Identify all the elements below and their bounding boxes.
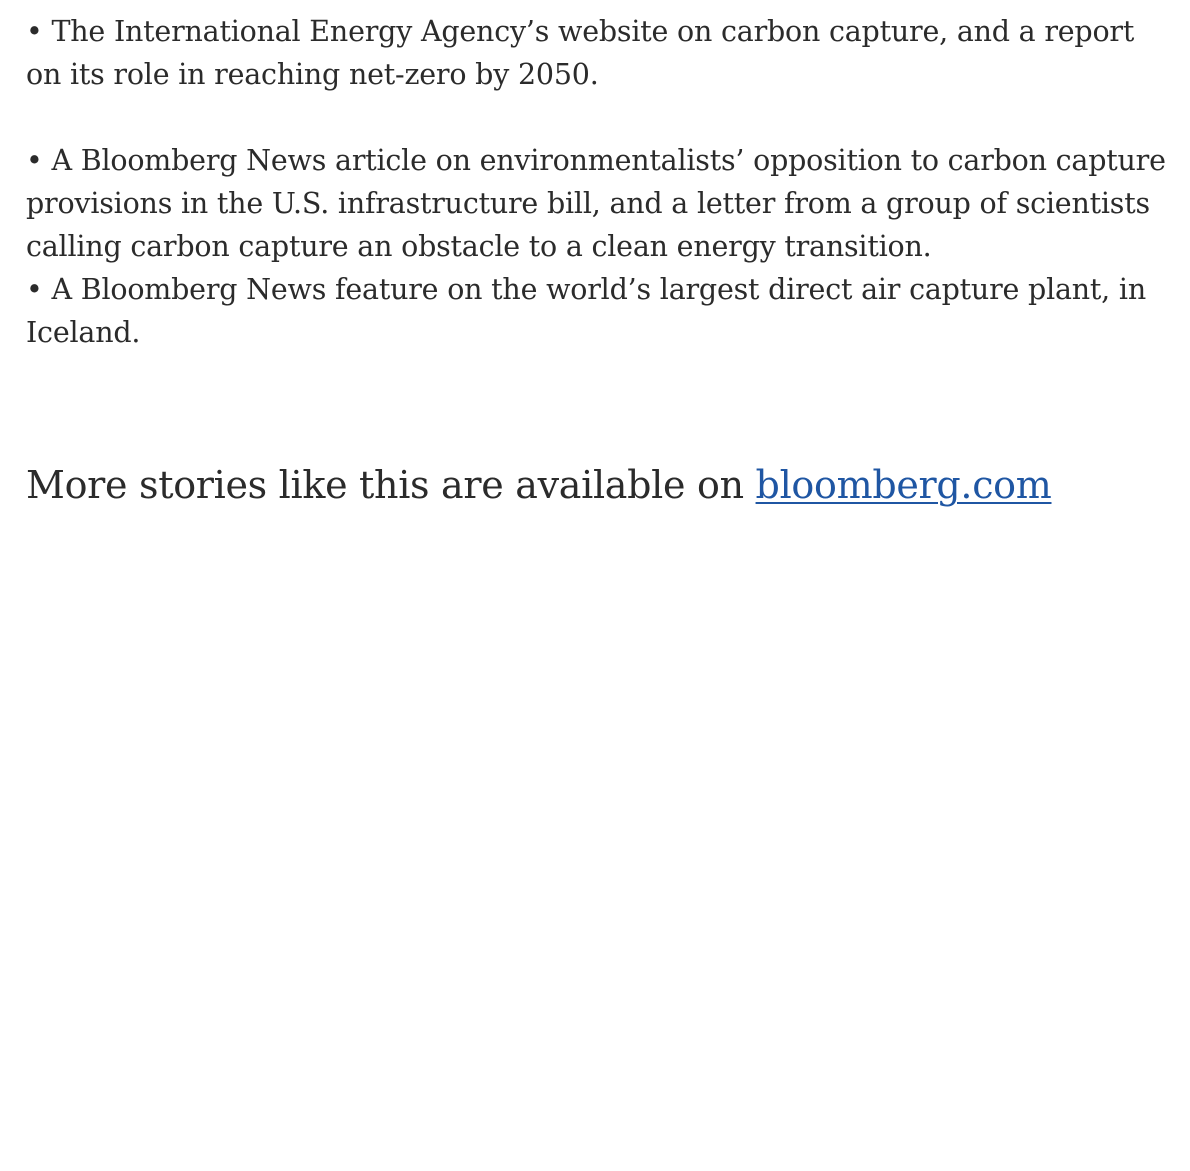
more-stories-line <box>26 460 1052 510</box>
bloomberg-link[interactable]: bloomberg.com <box>755 463 1052 507</box>
bullet-bloomberg-opposition: • A Bloomberg News article on environmentalists’ opposition to carbon capture provisions in the U.S. infrastructure bill, and a letter from a group of scientists calling carbon capture an obstacle to a clean energy transition. <box>26 144 1166 263</box>
bullet-iea: • The International Energy Agency’s website on carbon capture, and a report on its role in reaching net-zero by 2050. <box>26 15 1135 91</box>
document-page <box>26 10 1166 507</box>
paragraph-spacer <box>26 96 1166 139</box>
bullet-bloomberg-iceland: • A Bloomberg News feature on the world’s largest direct air capture plant, in Iceland. <box>26 273 1146 349</box>
more-stories-text: More stories like this are available on <box>26 463 756 507</box>
